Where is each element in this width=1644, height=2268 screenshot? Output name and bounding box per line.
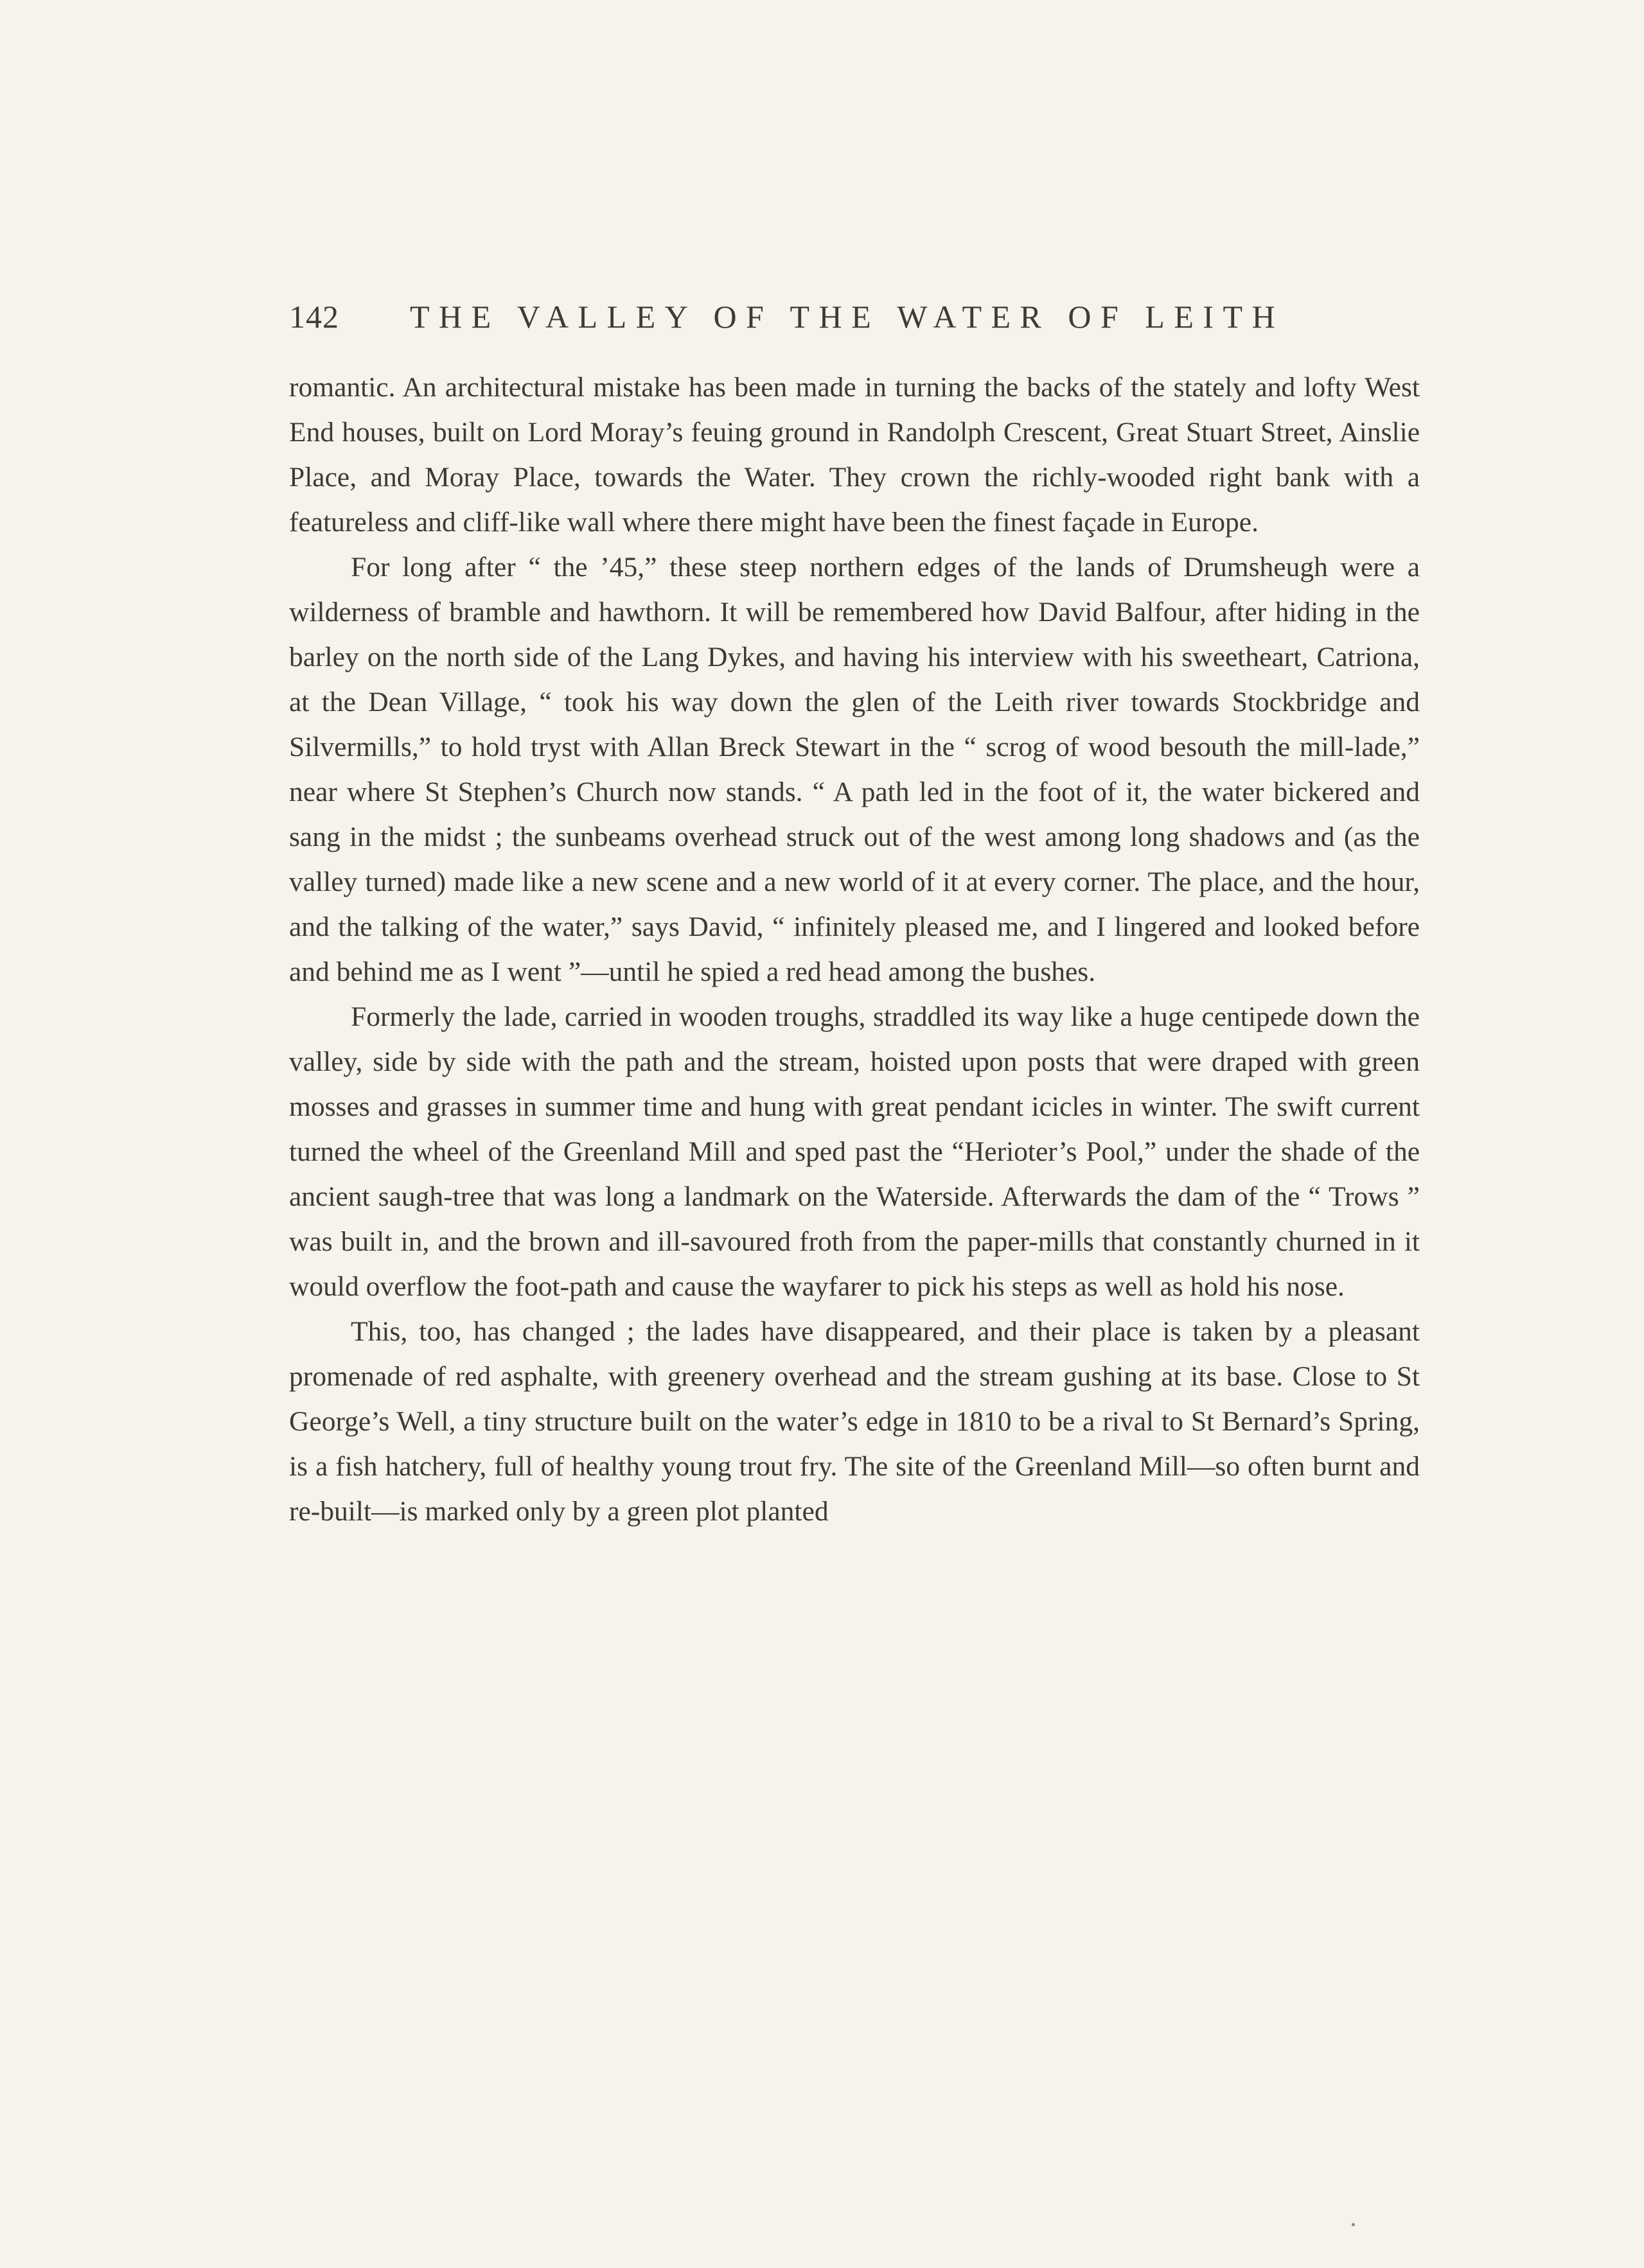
paragraph: For long after “ the ’45,” these steep northern edges of the lands of Drumsheugh were a wilderness of bramble and hawthorn. It will be remembered how David Balfour, after hiding in the barley on the north side of the Lang Dykes, and having his interview with his sweetheart, Catriona, at the Dean Village, “ took his way down the glen of the Leith river towards Stockbridge and Silvermills,” to hold tryst with Allan Breck Stewart in the “ scrog of wood besouth the mill-lade,” near where St Stephen’s Church now stands. “ A path led in the foot of it, the water bickered and sang in the midst ; the sunbeams overhead struck out of the west among long shadows and (as the valley turned) made like a new scene and a new world of it at every corner. The place, and the hour, and the talking of the water,” says David, “ infinitely pleased me, and I lingered and looked before and behind me as I went ”—until he spied a red head among the bushes. — [289, 552, 1420, 987]
running-head — [289, 294, 1420, 339]
running-title: THE VALLEY OF THE WATER OF LEITH — [410, 299, 1285, 335]
page-number: 142 — [289, 299, 339, 335]
paragraph-continued: romantic. An architectural mistake has been made in turning the backs of the stately and lofty West End houses, built on Lord Moray’s feuing ground in Randolph Crescent, Great Stuart Street, Ainslie Place, and Moray Place, towards the Water. They crown the richly-wooded right bank with a featureless and cliff-like wall where there might have been the finest façade in Europe. — [289, 372, 1420, 538]
paragraph: Formerly the lade, carried in wooden troughs, straddled its way like a huge centipede down the valley, side by side with the path and the stream, hoisted upon posts that were draped with green mosses and grasses in summer time and hung with great pendant icicles in winter. The swift current turned the wheel of the Greenland Mill and sped past the “Herioter’s Pool,” under the shade of the ancient saugh-tree that was long a landmark on the Waterside. Afterwards the dam of the “ Trows ” was built in, and the brown and ill-savoured froth from the paper-mills that constantly churned in it would overflow the foot-path and cause the wayfarer to pick his steps as well as hold his nose. — [289, 1001, 1420, 1302]
paragraph: This, too, has changed ; the lades have disappeared, and their place is taken by a pleasant promenade of red asphalte, with greenery overhead and the stream gushing at its base. Close to St George’s Well, a tiny structure built on the water’s edge in 1810 to be a rival to St Bernard’s Spring, is a fish hatchery, full of healthy young trout fry. The site of the Greenland Mill—so often burnt and re-built—is marked only by a green plot planted — [289, 1316, 1420, 1527]
body-text — [289, 365, 1420, 1534]
paper-speck — [1352, 2223, 1355, 2226]
